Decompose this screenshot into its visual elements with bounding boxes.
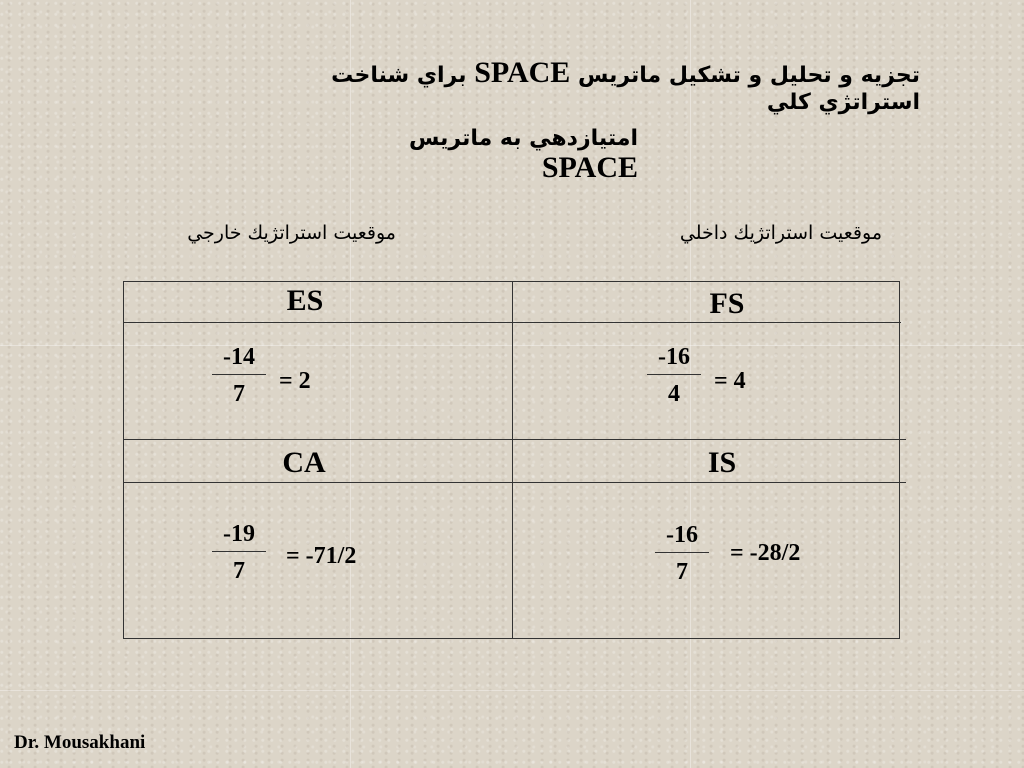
fs-denominator: 4 [668, 381, 680, 407]
matrix-divider [124, 439, 906, 440]
subtitle-latin: SPACE [541, 151, 638, 184]
title-text-fa-before: تجزيه و تحليل و تشكيل ماتريس [577, 63, 920, 88]
fs-fraction [644, 340, 704, 409]
ca-denominator: 7 [233, 558, 245, 584]
ca-numerator: -19 [223, 521, 255, 547]
matrix-divider [124, 482, 906, 483]
es-denominator: 7 [233, 381, 245, 407]
is-label: IS [707, 446, 737, 479]
es-fraction [209, 340, 269, 409]
matrix-divider-vertical [512, 282, 513, 638]
external-position-label: موقعيت استراتژيك خارجي [187, 222, 396, 244]
es-label: ES [286, 284, 324, 317]
matrix-divider [124, 322, 901, 323]
ca-label: CA [282, 446, 326, 479]
ca-result: = -71/2 [286, 543, 357, 569]
is-result: = -28/2 [730, 540, 801, 566]
author-footer: Dr. Mousakhani [14, 732, 146, 753]
internal-position-label: موقعيت استراتژيك داخلي [679, 222, 882, 244]
is-numerator: -16 [666, 522, 698, 548]
fs-numerator: -16 [658, 344, 690, 370]
title-latin: SPACE [474, 56, 571, 89]
space-matrix-table [123, 281, 900, 639]
fs-result: = 4 [714, 368, 746, 394]
background-gridline [0, 690, 1024, 691]
is-fraction [652, 518, 712, 587]
es-numerator: -14 [223, 344, 255, 370]
ca-fraction [209, 517, 269, 586]
es-result: = 2 [279, 368, 311, 394]
subtitle-text-fa: امتيازدهي به ماتريس [409, 126, 638, 151]
slide-subtitle [318, 126, 638, 185]
title-text-fa-after: براي شناخت استراتژي كلي [331, 63, 920, 115]
fs-label: FS [709, 287, 745, 320]
is-denominator: 7 [676, 559, 688, 585]
